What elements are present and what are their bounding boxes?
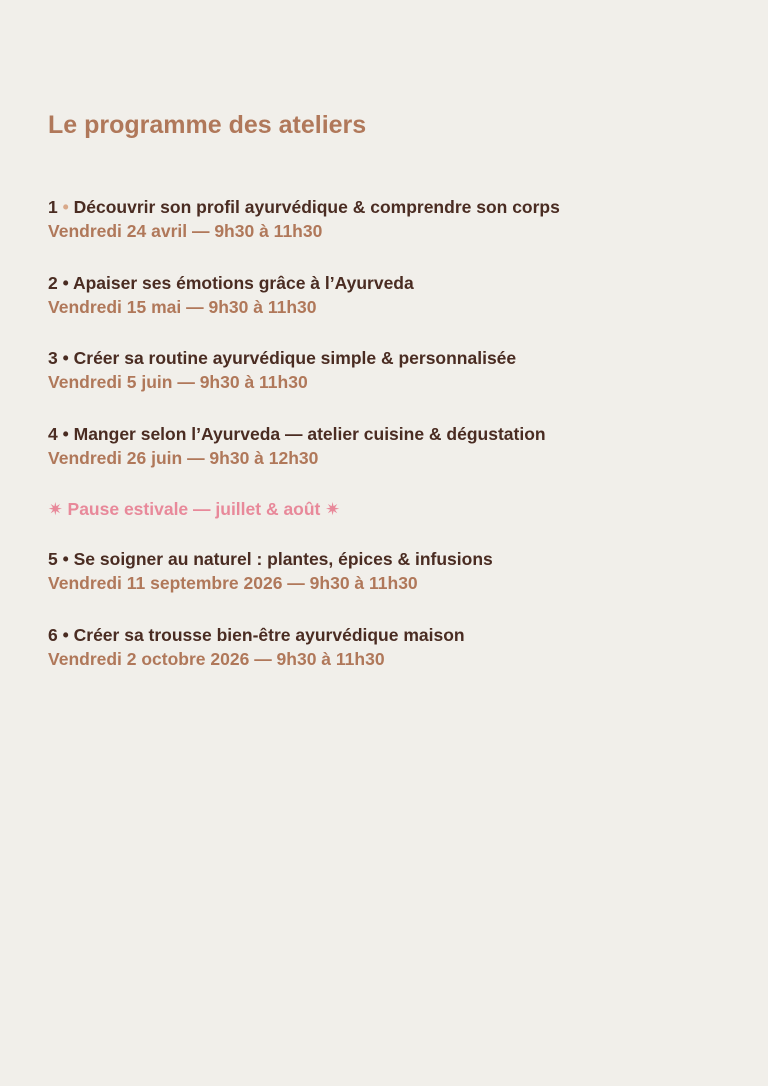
workshop-title-text: Se soigner au naturel : plantes, épices & infusions bbox=[73, 549, 493, 569]
workshop-separator: • bbox=[62, 423, 69, 444]
workshop-date: Vendredi 5 juin — 9h30 à 11h30 bbox=[48, 372, 308, 392]
workshop-title bbox=[48, 547, 728, 571]
workshop-separator: • bbox=[62, 624, 69, 645]
workshop-item bbox=[48, 346, 728, 422]
workshop-separator: • bbox=[62, 197, 69, 217]
workshop-number: 6 bbox=[48, 624, 58, 645]
workshop-separator: • bbox=[62, 549, 69, 569]
workshop-date: Vendredi 24 avril — 9h30 à 11h30 bbox=[48, 221, 323, 241]
workshop-date: Vendredi 11 septembre 2026 — 9h30 à 11h30 bbox=[48, 573, 418, 593]
workshop-date: Vendredi 26 juin — 9h30 à 12h30 bbox=[48, 447, 319, 468]
workshop-title-text: Manger selon l’Ayurveda — atelier cuisine & dégustation bbox=[73, 423, 546, 444]
summer-break-notice: ✷ Pause estivale — juillet & août ✷ bbox=[48, 499, 340, 519]
workshop-date: Vendredi 2 octobre 2026 — 9h30 à 11h30 bbox=[48, 648, 385, 669]
workshop-title bbox=[48, 195, 728, 219]
workshop-title-text: Découvrir son profil ayurvédique & comprendre son corps bbox=[73, 197, 560, 217]
workshop-number: 1 bbox=[48, 197, 58, 217]
workshop-title bbox=[48, 271, 728, 295]
workshop-item bbox=[48, 623, 728, 699]
workshop-item bbox=[48, 271, 728, 347]
workshop-title bbox=[48, 422, 728, 446]
workshop-title bbox=[48, 346, 728, 370]
page-title: Le programme des ateliers bbox=[48, 111, 367, 139]
workshop-title bbox=[48, 623, 728, 647]
workshop-date: Vendredi 15 mai — 9h30 à 11h30 bbox=[48, 296, 317, 317]
workshop-separator: • bbox=[62, 272, 69, 293]
workshop-title-text: Créer sa routine ayurvédique simple & personnalisée bbox=[73, 348, 517, 368]
workshop-title-text: Créer sa trousse bien-être ayurvédique maison bbox=[73, 624, 465, 645]
workshop-list bbox=[48, 195, 728, 698]
workshop-number: 3 bbox=[48, 348, 58, 368]
workshop-number: 2 bbox=[48, 272, 58, 293]
workshop-title-text: Apaiser ses émotions grâce à l’Ayurveda bbox=[72, 272, 414, 293]
workshop-item bbox=[48, 547, 728, 623]
workshop-number: 4 bbox=[48, 423, 58, 444]
workshop-separator: • bbox=[62, 348, 69, 368]
workshop-item bbox=[48, 195, 728, 271]
workshop-item bbox=[48, 422, 728, 498]
workshop-number: 5 bbox=[48, 549, 58, 569]
